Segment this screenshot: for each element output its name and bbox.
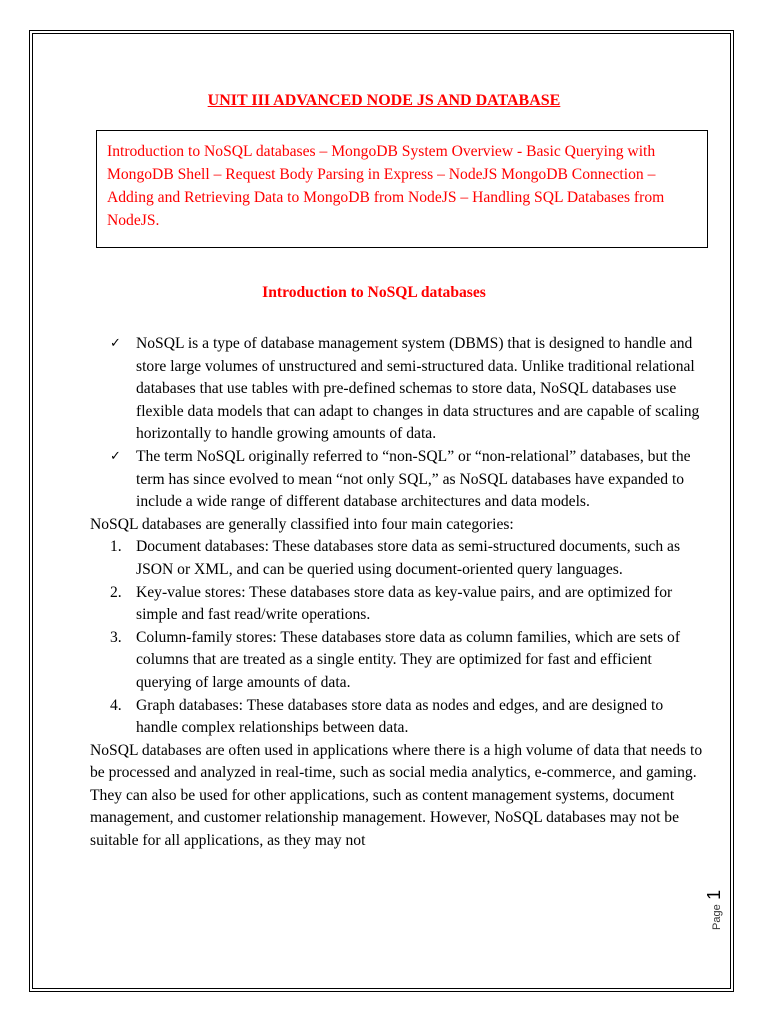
section-heading: Introduction to NoSQL databases — [262, 284, 486, 301]
category-text: Document databases: These databases store data as semi-structured documents, such as JSON or XML, and can be queried using document-oriented query languages. — [136, 538, 681, 578]
closing-paragraph: NoSQL databases are often used in applications where there is a high volume of data that needs to be processed and analyzed in real-time, such as social media analytics, e-commerce, and gaming. They can also be used for other applications, such as content management systems, document management, and customer relationship management. However, NoSQL databases may not be suitable for all applications, as they may not — [90, 741, 703, 850]
page-number: 1 — [704, 889, 724, 900]
bullet-item — [110, 333, 705, 446]
category-text: Graph databases: These databases store data as nodes and edges, and are designed to handle complex relationships between data. — [136, 696, 664, 737]
list-number: 4. — [110, 696, 122, 714]
bullet-item — [110, 446, 705, 514]
page-label: Page — [711, 904, 723, 930]
syllabus-box: Introduction to NoSQL databases – MongoDB System Overview - Basic Querying with MongoDB Shell – Request Body Parsing in Express – NodeJS MongoDB Connection – Adding and Retrieving Data to MongoDB from NodeJS – Handling SQL Databases from NodeJS. — [96, 130, 708, 248]
document-title: UNIT III ADVANCED NODE JS AND DATABASE — [207, 92, 561, 109]
list-number: 3. — [110, 628, 122, 646]
category-item — [110, 582, 705, 627]
category-item — [110, 695, 705, 740]
bullet-text: The term NoSQL originally referred to “non-SQL” or “non-relational” databases, but the term has since evolved to mean “not only SQL,” as NoSQL databases have expanded to include a wide range of different database architectures and data models. — [136, 447, 691, 511]
category-item — [110, 536, 705, 581]
categories-list — [90, 536, 705, 739]
check-bullet-list — [90, 333, 705, 514]
check-mark-icon: ✓ — [110, 448, 121, 464]
category-text: Key-value stores: These databases store data as key-value pairs, and are optimized for simple and fast read/write operations. — [136, 583, 673, 624]
page-footer — [704, 880, 734, 930]
document-body — [90, 333, 705, 853]
category-text: Column-family stores: These databases store data as column families, which are sets of columns that are treated as a single entity. They are optimized for fast and efficient querying of large amounts of data. — [136, 628, 681, 691]
check-mark-icon: ✓ — [110, 336, 121, 351]
list-number: 2. — [110, 583, 122, 601]
categories-intro: NoSQL databases are generally classified into four main categories: — [90, 515, 514, 533]
bullet-text: NoSQL is a type of database management system (DBMS) that is designed to handle and store large volumes of unstructured and semi-structured data. Unlike traditional relational databases that use tables with pre-defined schemas to store data, NoSQL databases use flexible data models that can adapt to changes in data structures and are capable of scaling horizontally to handle growing amounts of data. — [136, 335, 700, 443]
category-item — [110, 627, 705, 695]
list-number: 1. — [110, 538, 122, 556]
